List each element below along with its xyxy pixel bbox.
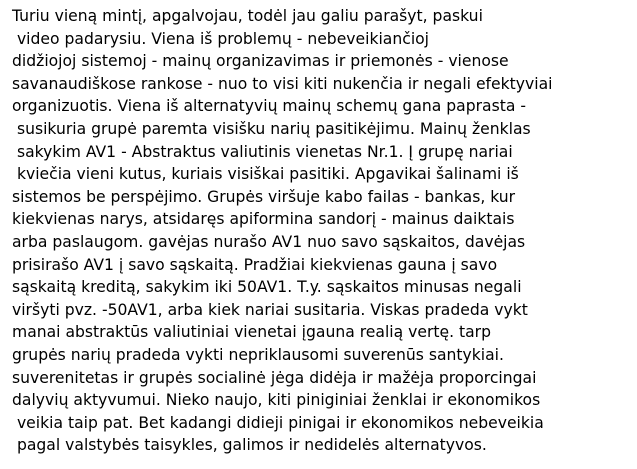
text-line-20: pagal valstybės taisykles, galimos ir nedidelės alternatyvos. (12, 436, 487, 455)
text-line-4: savanaudiškose rankose - nuo to visi kiti nukenčia ir negali efektyviai (12, 74, 553, 93)
text-line-18: dalyvių aktyvumui. Nieko naujo, kiti piniginiai ženklai ir ekonomikos (12, 391, 541, 410)
text-line-15: manai abstraktūs valiutiniai vienetai įgauna realią vertę. tarp (12, 323, 491, 342)
text-line-1: Turiu vieną mintį, apgalvojau, todėl jau galiu parašyt, paskui (12, 7, 483, 25)
document-body (12, 5, 632, 457)
text-line-8: kviečia vieni kutus, kuriais visiškai pasitiki. Apgavikai šalinami iš (12, 165, 519, 184)
text-line-2: video padarysiu. Viena iš problemų - nebeveikiančioj (12, 29, 430, 48)
text-line-5: organizuotis. Viena iš alternatyvių mainų schemų gana paprasta - (12, 97, 526, 116)
text-line-9: sistemos be perspėjimo. Grupės viršuje kabo failas - bankas, kur (12, 187, 516, 206)
text-line-11: arba paslaugom. gavėjas nurašo AV1 nuo savo sąskaitos, davėjas (12, 232, 526, 251)
text-line-13: sąskaitą kreditą, sakykim iki 50AV1. T.y. sąskaitos minusas negali (12, 278, 522, 297)
text-line-16: grupės narių pradeda vykti nepriklausomi suverenūs santykiai. (12, 345, 504, 364)
text-line-10: kiekvienas narys, atsidaręs apiformina sandorį - mainus daiktais (12, 210, 515, 229)
text-line-7: sakykim AV1 - Abstraktus valiutinis vienetas Nr.1. Į grupę nariai (12, 142, 513, 161)
text-line-12: prisirašo AV1 į savo sąskaitą. Pradžiai kiekvienas gauna į savo (12, 255, 498, 274)
text-line-6: susikuria grupė paremta visišku narių pasitikėjimu. Mainų ženklas (12, 119, 531, 138)
text-line-3: didžiojoj sistemoj - mainų organizavimas ir priemonės - vienose (12, 52, 509, 71)
text-line-17: suverenitetas ir grupės socialinė jėga didėja ir mažėja proporcingai (12, 368, 537, 387)
text-line-19: veikia taip pat. Bet kadangi didieji pinigai ir ekonomikos nebeveikia (12, 413, 544, 432)
text-line-14: viršyti pvz. -50AV1, arba kiek nariai susitaria. Viskas pradeda vykt (12, 300, 528, 319)
